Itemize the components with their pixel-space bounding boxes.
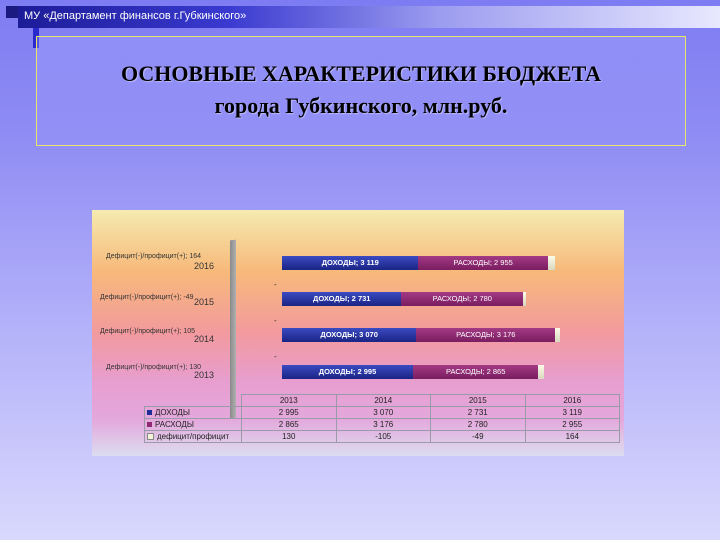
table-year-header: 2014 bbox=[336, 395, 431, 407]
table-cell: -105 bbox=[336, 431, 431, 443]
year-label-2016: 2016 bbox=[194, 261, 215, 271]
deficit-label-2015: Дефицит(-)/профицит(+); -49 bbox=[100, 294, 194, 301]
axis-tick: - bbox=[274, 316, 277, 325]
row-label-text: дефицит/профицит bbox=[157, 432, 230, 441]
year-label-2015: 2015 bbox=[194, 297, 215, 307]
slide-subtitle: города Губкинского, млн.руб. bbox=[214, 93, 508, 118]
header-title: МУ «Департамент финансов г.Губкинского» bbox=[24, 10, 247, 22]
axis-tick: - bbox=[274, 352, 277, 361]
bar-expense-2014: РАСХОДЫ; 3 176 bbox=[416, 328, 555, 342]
table-cell: 2 731 bbox=[431, 407, 526, 419]
legend-expense-swatch-icon bbox=[147, 422, 152, 427]
table-cell: 164 bbox=[525, 431, 620, 443]
bar-income-2015: ДОХОДЫ; 2 731 bbox=[282, 292, 401, 306]
table-cell: 130 bbox=[242, 431, 337, 443]
table-cell: 3 119 bbox=[525, 407, 620, 419]
table-row bbox=[145, 419, 620, 431]
bar-deficit-2014 bbox=[555, 328, 560, 342]
bar-deficit-2013 bbox=[538, 365, 544, 379]
header-square-icon bbox=[6, 6, 18, 18]
bar-deficit-2016 bbox=[548, 256, 555, 270]
deficit-label-2014: Дефицит(-)/профицит(+); 105 bbox=[100, 328, 196, 335]
bar-deficit-2015 bbox=[523, 292, 526, 306]
table-year-header: 2015 bbox=[431, 395, 526, 407]
deficit-label-2013: Дефицит(-)/профицит(+); 130 bbox=[106, 364, 202, 371]
table-cell: -49 bbox=[431, 431, 526, 443]
table-cell: 3 176 bbox=[336, 419, 431, 431]
bar-income-2013: ДОХОДЫ; 2 995 bbox=[282, 365, 413, 379]
legend-income-swatch-icon bbox=[147, 410, 152, 415]
bar-expense-2013: РАСХОДЫ; 2 865 bbox=[413, 365, 538, 379]
table-cell: 2 780 bbox=[431, 419, 526, 431]
table-row-label bbox=[145, 419, 242, 431]
year-label-2013: 2013 bbox=[194, 370, 215, 380]
table-year-header: 2016 bbox=[525, 395, 620, 407]
slide-title: ОСНОВНЫЕ ХАРАКТЕРИСТИКИ БЮДЖЕТА bbox=[120, 61, 602, 86]
deficit-label-2016: Дефицит(-)/профицит(+); 164 bbox=[106, 253, 202, 260]
year-label-2014: 2014 bbox=[194, 334, 215, 344]
budget-chart bbox=[92, 210, 624, 456]
table-row bbox=[145, 431, 620, 443]
bar-expense-2016: РАСХОДЫ; 2 955 bbox=[418, 256, 547, 270]
title-box bbox=[36, 36, 686, 146]
table-header-row bbox=[145, 395, 620, 407]
table-row-label bbox=[145, 431, 242, 443]
row-label-text: РАСХОДЫ bbox=[155, 420, 194, 429]
bar-income-2016: ДОХОДЫ; 3 119 bbox=[282, 256, 418, 270]
table-cell: 2 995 bbox=[242, 407, 337, 419]
legend-deficit-swatch-icon bbox=[147, 433, 154, 440]
bar-expense-2015: РАСХОДЫ; 2 780 bbox=[401, 292, 523, 306]
axis-tick: - bbox=[274, 280, 277, 289]
table-year-header: 2013 bbox=[242, 395, 337, 407]
data-table bbox=[144, 394, 620, 443]
table-row bbox=[145, 407, 620, 419]
table-cell: 2 955 bbox=[525, 419, 620, 431]
bar-income-2014: ДОХОДЫ; 3 070 bbox=[282, 328, 416, 342]
table-row-label bbox=[145, 407, 242, 419]
table-corner bbox=[145, 395, 242, 407]
row-label-text: ДОХОДЫ bbox=[155, 408, 190, 417]
chart-axis-wall bbox=[230, 240, 236, 419]
table-cell: 2 865 bbox=[242, 419, 337, 431]
table-cell: 3 070 bbox=[336, 407, 431, 419]
